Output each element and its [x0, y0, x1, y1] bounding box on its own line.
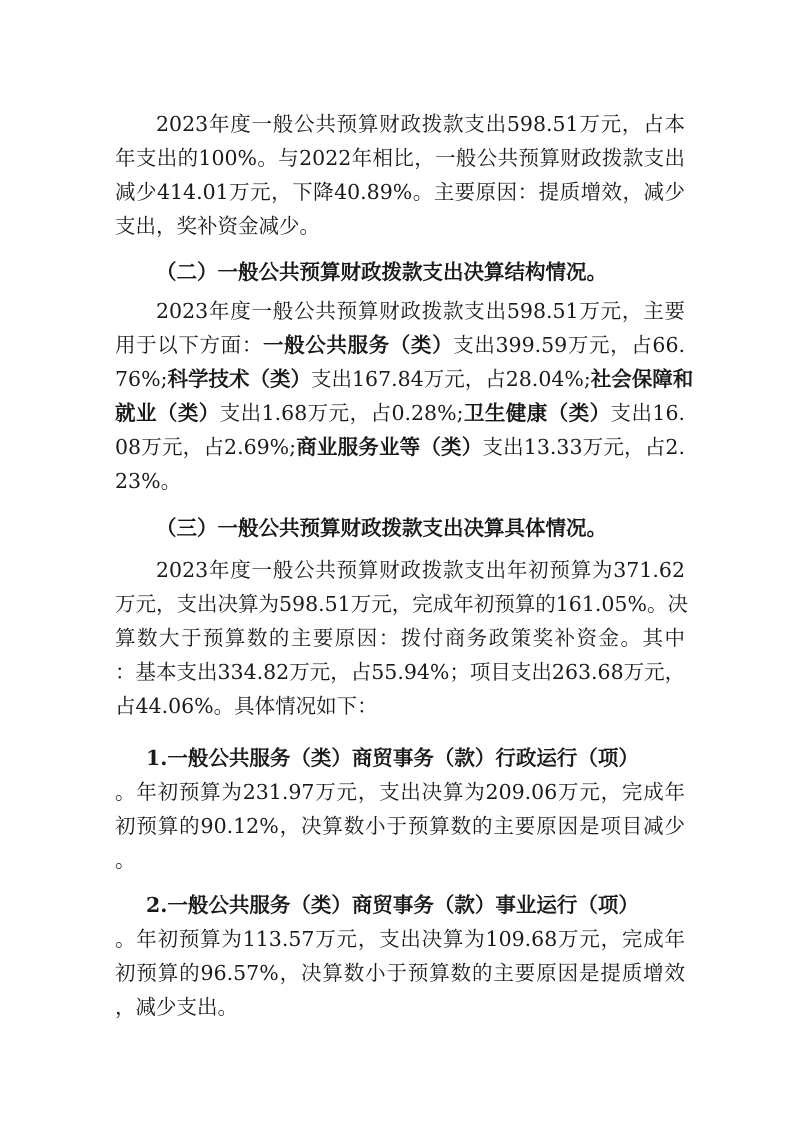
text-line: 。 — [115, 848, 136, 872]
text-line: 。年初预算为231.97万元，支出决算为209.06万元，完成年 — [115, 780, 685, 804]
section-heading-structure — [115, 255, 685, 289]
category-label: 科学技术（类） — [167, 367, 311, 391]
text-line: 万元，支出决算为598.51万元，完成年初预算的161.05%。决 — [115, 592, 688, 616]
section-heading: （三）一般公共预算财政拨款支出决算具体情况。 — [156, 516, 607, 540]
section-heading-details — [115, 511, 685, 545]
category-label: 商业服务业等（类） — [296, 435, 483, 459]
text-line — [115, 430, 685, 464]
text-line: 减少414.01万元，下降40.89%。主要原因：提质增效，减少 — [115, 180, 685, 204]
text-line: 初预算的96.57%，决算数小于预算数的主要原因是提质增效 — [115, 961, 685, 985]
item-public-institution-operation — [115, 888, 685, 1024]
section-heading: （二）一般公共预算财政拨款支出决算结构情况。 — [156, 260, 607, 284]
text-run: 2023年度一般公共预算财政拨款支出598.51万元，主要 — [156, 299, 685, 323]
text-line: 2023年度一般公共预算财政拨款支出年初预算为371.62 — [156, 558, 685, 582]
text-line: 。年初预算为113.57万元，支出决算为109.68万元，完成年 — [115, 927, 685, 951]
text-line: ，减少支出。 — [115, 995, 238, 1019]
text-run: 76%; — [115, 367, 168, 391]
text-line — [115, 294, 685, 328]
text-run: 支出399.59万元，占66. — [453, 333, 686, 357]
text-line: 支出，奖补资金减少。 — [115, 214, 320, 238]
item-heading: 2.一般公共服务（类）商贸事务（款）事业运行（项） — [146, 893, 639, 917]
text-line: 占44.06%。具体情况如下： — [115, 694, 378, 718]
item-administrative-operation — [115, 741, 685, 877]
text-line — [115, 328, 685, 362]
category-label: 就业（类） — [115, 401, 220, 425]
text-run: 支出16. — [610, 401, 685, 425]
category-label: 一般公共服务（类） — [262, 333, 454, 357]
text-line — [115, 362, 694, 396]
text-line — [115, 396, 685, 430]
text-line: 2023年度一般公共预算财政拨款支出598.51万元，占本 — [156, 112, 685, 136]
text-line: ：基本支出334.82万元，占55.94%；项目支出263.68万元， — [115, 660, 686, 684]
text-run: 08万元，占2.69%; — [115, 435, 297, 459]
paragraph-expenditure-structure — [115, 294, 694, 498]
text-run: 支出167.84万元，占28.04%; — [310, 367, 591, 391]
item-heading: 1.一般公共服务（类）商贸事务（款）行政运行（项） — [146, 746, 639, 770]
text-line: 年支出的100%。与2022年相比，一般公共预算财政拨款支出 — [115, 146, 685, 170]
paragraph-expenditure-summary — [115, 107, 685, 243]
text-line: 算数大于预算数的主要原因：拨付商务政策奖补资金。其中 — [115, 626, 685, 650]
text-line — [115, 464, 685, 498]
category-label: 卫生健康（类） — [463, 401, 611, 425]
text-run: 用于以下方面： — [115, 333, 263, 357]
text-run: 23%。 — [115, 469, 182, 493]
text-run: 支出13.33万元，占2. — [482, 435, 685, 459]
text-run: 支出1.68万元，占0.28%; — [219, 401, 464, 425]
category-label: 社会保障和 — [590, 367, 694, 391]
text-line: 初预算的90.12%，决算数小于预算数的主要原因是项目减少 — [115, 814, 685, 838]
paragraph-expenditure-details — [115, 553, 688, 723]
